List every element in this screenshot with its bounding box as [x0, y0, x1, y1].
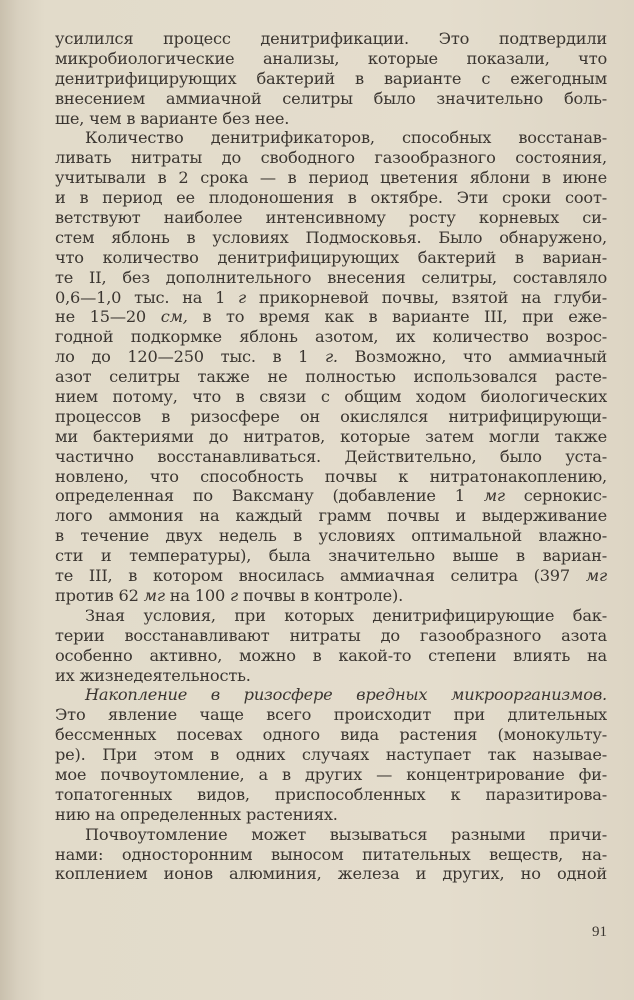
text-line: [55, 407, 607, 427]
text-line: [55, 427, 607, 447]
text-run: ше, чем в варианте без нее.: [55, 108, 290, 128]
text-run: нию на определенных растениях.: [55, 804, 338, 824]
text-line: [55, 49, 607, 69]
text-line: [55, 626, 607, 646]
text-line: [55, 586, 607, 606]
text-line: [55, 387, 607, 407]
italic-text-run: г: [230, 585, 239, 605]
text-run: учитывали в 2 срока — в период цветения яблони в июне: [55, 168, 607, 188]
text-line: [55, 128, 607, 148]
text-run: нами: односторонним выносом питательных веществ, на-: [55, 844, 607, 864]
text-run: особенно активно, можно в какой-то степени влиять на: [55, 645, 607, 665]
italic-text-run: мг: [483, 486, 505, 506]
text-line: [55, 188, 607, 208]
text-line: [55, 526, 607, 546]
text-run: не 15—20: [55, 307, 161, 327]
text-run: те III, в котором вносилась аммиачная селитра (397: [55, 566, 586, 586]
text-line: [55, 785, 607, 805]
text-run: прикорневой почвы, взятой на глуби-: [246, 287, 607, 307]
paragraph: [55, 128, 607, 605]
text-run: на 100: [164, 585, 231, 605]
text-run: те II, без дополнительного внесения селитры, составляло: [55, 267, 607, 287]
text-run: денитрифицирующих бактерий в варианте с ежегодным: [55, 68, 607, 88]
text-run: 0,6—1,0 тыс. на 1: [55, 287, 239, 307]
text-run: азот селитры также не полностью использовался расте-: [55, 367, 607, 387]
text-line: [55, 486, 607, 506]
text-line: [55, 666, 607, 686]
text-line: [55, 566, 607, 586]
paragraph: [55, 685, 607, 824]
text-line: [55, 467, 607, 487]
text-run: коплением ионов алюминия, железа и других, но одной: [55, 864, 607, 884]
text-run: в то время как в варианте III, при еже-: [187, 307, 607, 327]
text-run: микробиологические анализы, которые показали, что: [55, 48, 607, 68]
text-run: усилился процесс денитрификации. Это подтвердили: [55, 29, 607, 48]
text-run: против 62: [55, 585, 144, 605]
text-run: ветствуют наиболее интенсивному росту корневых си-: [55, 208, 607, 228]
text-run: лого аммония на каждый грамм почвы и выдерживание: [55, 506, 607, 526]
text-line: [55, 148, 607, 168]
text-line: [55, 268, 607, 288]
text-run: почвы в контроле).: [238, 585, 404, 605]
text-run: их жизнедеятельность.: [55, 665, 251, 685]
text-line: [55, 864, 607, 884]
text-line: [55, 228, 607, 248]
text-line: [55, 29, 607, 49]
text-run: Количество денитрификаторов, способных восстанав-: [85, 128, 607, 148]
text-run: процессов в ризосфере он окислялся нитрифицирующи-: [55, 406, 607, 426]
text-run: сернокис-: [504, 486, 607, 506]
text-line: [55, 765, 607, 785]
text-line: [55, 825, 607, 845]
page-number: 91: [592, 924, 607, 940]
text-run: определенная по Ваксману (добавление 1: [55, 486, 484, 506]
text-line: [55, 546, 607, 566]
paragraph: [55, 825, 607, 885]
text-run: Это явление чаще всего происходит при длительных: [55, 705, 607, 725]
text-run: сти и температуры), была значительно выше в вариан-: [55, 546, 607, 566]
text-line: [55, 248, 607, 268]
text-run: ре). При этом в одних случаях наступает так называе-: [55, 745, 607, 765]
text-line: [55, 69, 607, 89]
text-run: Зная условия, при которых денитрифицирующие бак-: [85, 605, 607, 625]
text-run: бессменных посевах одного вида растения (монокульту-: [55, 725, 607, 745]
text-line: [55, 168, 607, 188]
text-line: [55, 845, 607, 865]
text-line: [55, 109, 607, 129]
text-run: частично восстанавливаться. Действительно, было уста-: [55, 446, 607, 466]
text-run: Возможно, что аммиачный: [337, 347, 607, 367]
text-run: терии восстанавливают нитраты до газообразного азота: [55, 625, 607, 645]
text-run: мое почвоутомление, а в других — концентрирование фи-: [55, 764, 607, 784]
italic-text-run: мг: [585, 566, 607, 586]
text-run: годной подкормке яблонь азотом, их количество возрос-: [55, 327, 607, 347]
italic-text-run: см,: [160, 307, 188, 327]
text-run: ми бактериями до нитратов, которые затем могли также: [55, 426, 607, 446]
paragraph: [55, 606, 607, 686]
text-line: [55, 347, 607, 367]
text-run: ливать нитраты до свободного газообразного состояния,: [55, 148, 607, 168]
text-line: [55, 705, 607, 725]
text-run: и в период ее плодоношения в октябре. Эти сроки соот-: [55, 188, 607, 208]
text-run: что количество денитрифицирующих бактерий в вариан-: [55, 247, 607, 267]
text-line: [55, 646, 607, 666]
text-line: [55, 805, 607, 825]
text-line: [55, 685, 607, 705]
text-line: [55, 89, 607, 109]
italic-text-run: мг: [143, 585, 165, 605]
text-run: в течение двух недель в условиях оптимальной влажно-: [55, 526, 607, 546]
text-line: [55, 327, 607, 347]
text-run: стем яблонь в условиях Подмосковья. Было обнаружено,: [55, 227, 607, 247]
text-line: [55, 288, 607, 308]
text-run: ло до 120—250 тыс. в 1: [55, 347, 325, 367]
text-line: [55, 208, 607, 228]
text-run: топатогенных видов, приспособленных к паразитирова-: [55, 784, 607, 804]
text-line: [55, 725, 607, 745]
text-line: [55, 606, 607, 626]
italic-text-run: г: [238, 287, 247, 307]
text-run: новлено, что способность почвы к нитратонакоплению,: [55, 466, 607, 486]
text-run: нием потому, что в связи с общим ходом биологических: [55, 387, 607, 407]
text-line: [55, 506, 607, 526]
page-body-text: [55, 29, 607, 884]
paragraph: [55, 29, 607, 128]
italic-text-run: Накопление в ризосфере вредных микроорганизмов.: [85, 685, 607, 705]
text-line: [55, 367, 607, 387]
text-run: внесением аммиачной селитры было значительно боль-: [55, 88, 607, 108]
text-line: [55, 447, 607, 467]
text-run: Почвоутомление может вызываться разными причи-: [85, 824, 607, 844]
italic-text-run: г.: [324, 347, 338, 367]
text-line: [55, 307, 607, 327]
text-line: [55, 745, 607, 765]
